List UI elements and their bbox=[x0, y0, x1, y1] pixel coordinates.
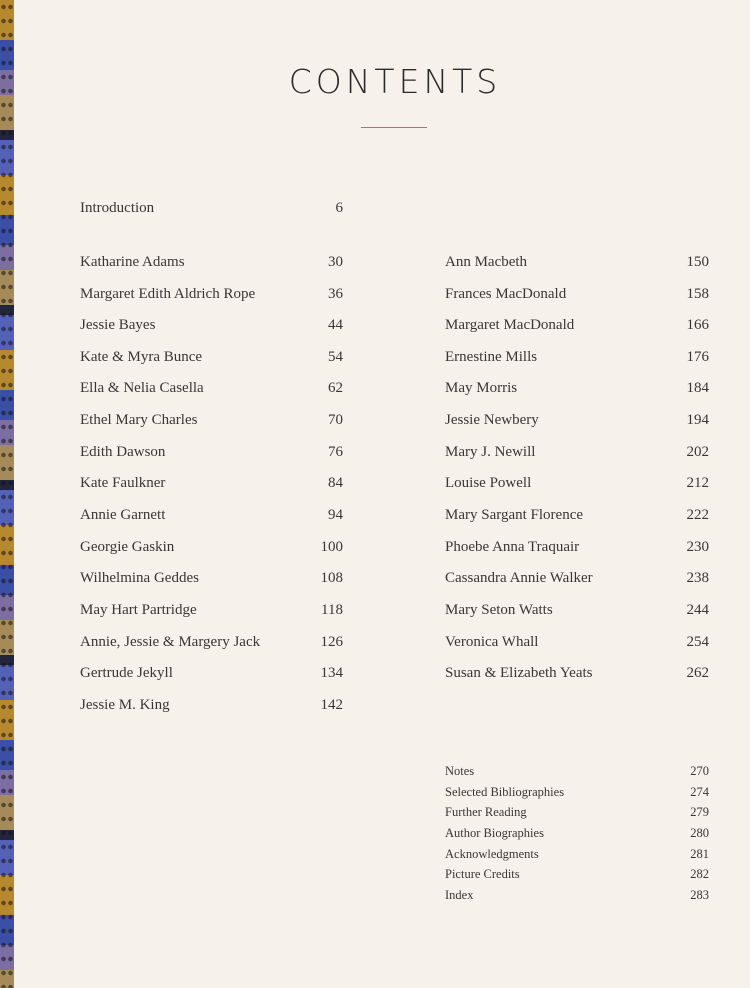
toc-entry[interactable] bbox=[445, 284, 709, 304]
toc-entry-page: 202 bbox=[686, 444, 709, 460]
toc-entry-label: Jessie Newbery bbox=[445, 412, 539, 428]
toc-entry[interactable] bbox=[445, 410, 709, 430]
toc-entry[interactable] bbox=[80, 537, 343, 557]
toc-entry-page: 126 bbox=[320, 634, 343, 650]
toc-entry[interactable] bbox=[80, 663, 343, 683]
toc-entry[interactable] bbox=[445, 473, 709, 493]
toc-entry[interactable] bbox=[445, 378, 709, 398]
toc-entry-page: 100 bbox=[320, 539, 343, 555]
toc-entry-label: Author Biographies bbox=[445, 826, 544, 840]
toc-entry-page: 118 bbox=[321, 602, 343, 618]
toc-entry-label: Kate Faulkner bbox=[80, 475, 166, 491]
toc-entry-page: 76 bbox=[328, 444, 343, 460]
toc-entry-page: 158 bbox=[686, 286, 709, 302]
toc-entry[interactable] bbox=[80, 410, 343, 430]
toc-entry-page: 70 bbox=[328, 412, 343, 428]
back-matter-entry[interactable] bbox=[445, 763, 709, 779]
back-matter-entry[interactable] bbox=[445, 804, 709, 820]
toc-entry[interactable] bbox=[80, 632, 343, 652]
toc-entry-page: 279 bbox=[690, 805, 709, 819]
toc-entry-label: Veronica Whall bbox=[445, 634, 539, 650]
toc-entry[interactable] bbox=[445, 537, 709, 557]
decorative-edge bbox=[0, 0, 14, 988]
toc-entry-label: Louise Powell bbox=[445, 475, 532, 491]
toc-entry-label: Further Reading bbox=[445, 805, 527, 819]
toc-entry-label: Susan & Elizabeth Yeats bbox=[445, 665, 593, 681]
toc-entry-page: 270 bbox=[690, 764, 709, 778]
toc-entry[interactable] bbox=[445, 663, 709, 683]
toc-entry-page: 281 bbox=[690, 847, 709, 861]
toc-entry[interactable] bbox=[80, 347, 343, 367]
toc-entry-page: 166 bbox=[686, 317, 709, 333]
toc-entry-page: 212 bbox=[686, 475, 709, 491]
toc-entry-page: 142 bbox=[320, 697, 343, 713]
toc-entry-page: 244 bbox=[686, 602, 709, 618]
toc-entry[interactable] bbox=[80, 442, 343, 462]
toc-entry-page: 62 bbox=[328, 380, 343, 396]
toc-entry-page: 282 bbox=[690, 867, 709, 881]
toc-entry-label: Georgie Gaskin bbox=[80, 539, 175, 555]
back-matter-entry[interactable] bbox=[445, 825, 709, 841]
toc-entry-label: Ernestine Mills bbox=[445, 349, 538, 365]
toc-entry[interactable] bbox=[445, 252, 709, 272]
toc-entry-page: 194 bbox=[686, 412, 709, 428]
toc-entry-label: Ella & Nelia Casella bbox=[80, 380, 204, 396]
toc-entry[interactable] bbox=[445, 442, 709, 462]
toc-entry-label: Mary J. Newill bbox=[445, 444, 536, 460]
toc-entry-page: 176 bbox=[686, 349, 709, 365]
toc-entry[interactable] bbox=[445, 347, 709, 367]
toc-entry[interactable] bbox=[80, 568, 343, 588]
toc-entry-page: 283 bbox=[690, 888, 709, 902]
toc-entry-label: Jessie Bayes bbox=[80, 317, 156, 333]
toc-entry-page: 238 bbox=[686, 570, 709, 586]
toc-entry-label: Introduction bbox=[80, 200, 155, 216]
toc-entry[interactable] bbox=[80, 378, 343, 398]
toc-entry-label: Edith Dawson bbox=[80, 444, 166, 460]
toc-entry[interactable] bbox=[80, 505, 343, 525]
toc-entry-introduction[interactable] bbox=[80, 198, 343, 218]
toc-entry-label: Acknowledgments bbox=[445, 847, 539, 861]
toc-entry-label: Cassandra Annie Walker bbox=[445, 570, 593, 586]
toc-entry[interactable] bbox=[445, 568, 709, 588]
toc-entry-label: Wilhelmina Geddes bbox=[80, 570, 199, 586]
toc-entry-label: Selected Bibliographies bbox=[445, 785, 565, 799]
toc-entry[interactable] bbox=[445, 505, 709, 525]
toc-entry-label: Gertrude Jekyll bbox=[80, 665, 173, 681]
toc-entry-page: 30 bbox=[328, 254, 343, 270]
toc-entry[interactable] bbox=[445, 600, 709, 620]
toc-entry-page: 44 bbox=[328, 317, 343, 333]
toc-entry-label: Phoebe Anna Traquair bbox=[445, 539, 580, 555]
toc-entry-page: 150 bbox=[686, 254, 709, 270]
toc-entry-page: 6 bbox=[335, 200, 343, 216]
toc-entry-label: Margaret MacDonald bbox=[445, 317, 575, 333]
toc-entry-label: Mary Sargant Florence bbox=[445, 507, 584, 523]
toc-entry-label: Frances MacDonald bbox=[445, 286, 567, 302]
toc-entry-label: Ann Macbeth bbox=[445, 254, 528, 270]
page-title: CONTENTS bbox=[288, 62, 502, 101]
toc-entry-label: Notes bbox=[445, 764, 475, 778]
back-matter-entry[interactable] bbox=[445, 846, 709, 862]
toc-entry-label: Mary Seton Watts bbox=[445, 602, 553, 618]
toc-entry[interactable] bbox=[80, 315, 343, 335]
toc-entry-page: 108 bbox=[320, 570, 343, 586]
toc-entry-label: Margaret Edith Aldrich Rope bbox=[80, 286, 256, 302]
toc-entry-page: 280 bbox=[690, 826, 709, 840]
toc-entry-page: 36 bbox=[328, 286, 343, 302]
toc-entry-label: Picture Credits bbox=[445, 867, 520, 881]
back-matter-entry[interactable] bbox=[445, 887, 709, 903]
toc-entry[interactable] bbox=[445, 315, 709, 335]
toc-entry-page: 230 bbox=[686, 539, 709, 555]
toc-entry-page: 274 bbox=[690, 785, 709, 799]
toc-entry-page: 254 bbox=[686, 634, 709, 650]
toc-entry[interactable] bbox=[80, 600, 343, 620]
toc-entry-label: Index bbox=[445, 888, 474, 902]
toc-entry-page: 262 bbox=[686, 665, 709, 681]
toc-entry-label: Annie Garnett bbox=[80, 507, 166, 523]
toc-entry-page: 94 bbox=[328, 507, 343, 523]
toc-entry-page: 184 bbox=[686, 380, 709, 396]
toc-entry-label: Katharine Adams bbox=[80, 254, 185, 270]
back-matter-entry[interactable] bbox=[445, 784, 709, 800]
toc-entry-label: May Hart Partridge bbox=[80, 602, 197, 618]
toc-entry-page: 134 bbox=[320, 665, 343, 681]
toc-entry[interactable] bbox=[80, 284, 343, 304]
toc-entry-page: 222 bbox=[686, 507, 709, 523]
toc-entry-page: 54 bbox=[328, 349, 343, 365]
toc-entry[interactable] bbox=[80, 695, 343, 715]
toc-entry-label: Annie, Jessie & Margery Jack bbox=[80, 634, 261, 650]
back-matter-entry[interactable] bbox=[445, 866, 709, 882]
toc-entry[interactable] bbox=[80, 473, 343, 493]
toc-entry-label: Kate & Myra Bunce bbox=[80, 349, 203, 365]
toc-entry[interactable] bbox=[80, 252, 343, 272]
title-divider bbox=[361, 127, 427, 128]
toc-entry-label: Jessie M. King bbox=[80, 697, 170, 713]
toc-entry-label: Ethel Mary Charles bbox=[80, 412, 198, 428]
toc-entry-label: May Morris bbox=[445, 380, 518, 396]
toc-entry[interactable] bbox=[445, 632, 709, 652]
toc-entry-page: 84 bbox=[328, 475, 343, 491]
